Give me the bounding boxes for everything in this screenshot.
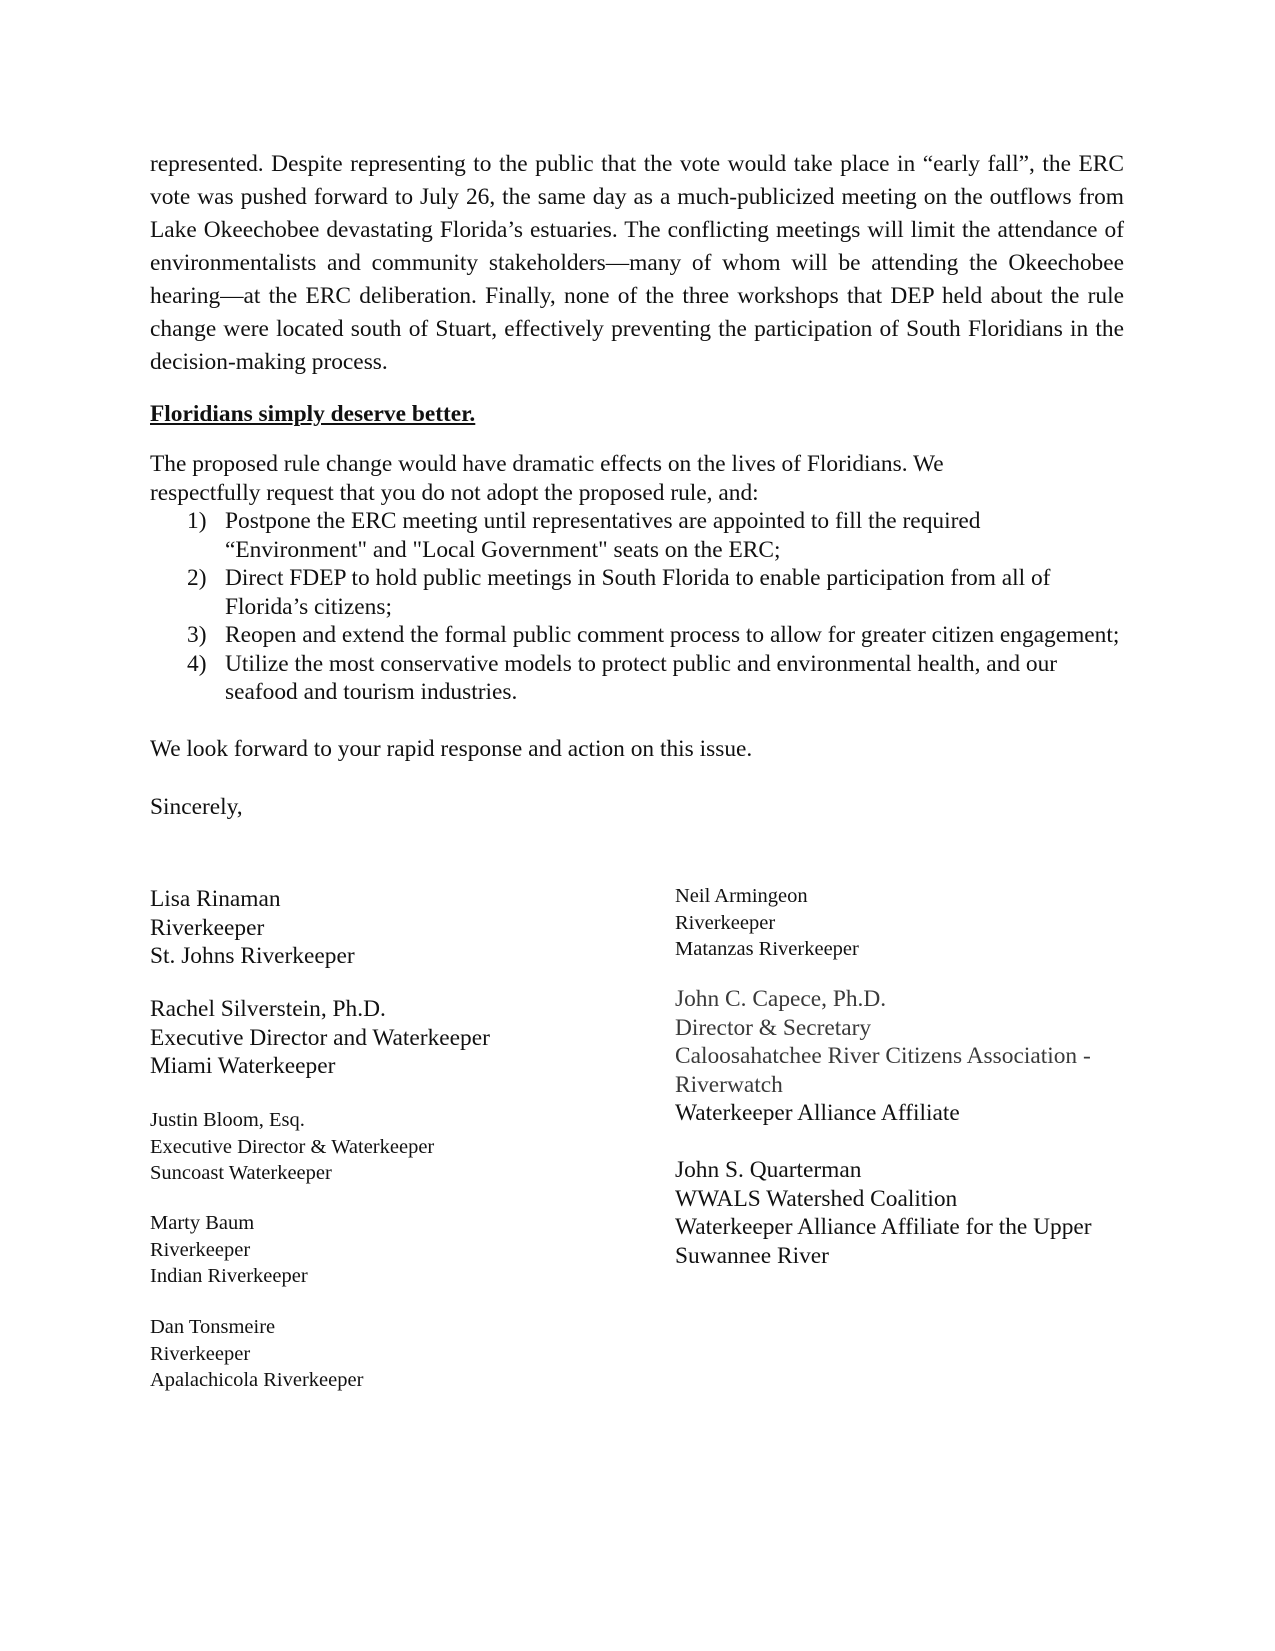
request-text: Postpone the ERC meeting until representatives are appointed to fill the required “Environment" and "Local Government" seats on the ERC; xyxy=(225,508,981,563)
request-text: Utilize the most conservative models to protect public and environmental health, and our seafood and tourism industries. xyxy=(225,650,1058,705)
signatory-org: Indian Riverkeeper xyxy=(150,1265,308,1287)
signatory-title: Director & Secretary xyxy=(675,1014,872,1041)
request-text: Direct FDEP to hold public meetings in South Florida to enable participation from all of Florida’s citizens; xyxy=(225,565,1051,620)
signatory-org: Waterkeeper Alliance Affiliate for the Upper Suwannee River xyxy=(675,1214,1092,1269)
request-number: 2) xyxy=(187,565,207,591)
opening-paragraph: represented. Despite representing to the public that the vote would take place in “early fall”, the ERC vote was pushed forward to July 26, the same day as a much-publicized meeting on the outflows from Lake Okeechobee devastating Florida’s estuaries. The conflicting meetings will limit the attendance of environmentalists and community stakeholders—many of whom will be attending the Okeechobee hearing—at the ERC deliberation. Finally, none of the three workshops that DEP held about the rule change were located south of Stuart, effectively preventing the participation of South Floridians in the decision-making process. xyxy=(150,151,1124,375)
signatory-org: Apalachicola Riverkeeper xyxy=(150,1369,364,1391)
signatory-org: Matanzas Riverkeeper xyxy=(675,938,859,960)
signatory-org: St. Johns Riverkeeper xyxy=(150,943,355,969)
signatory-title: Riverkeeper xyxy=(675,911,776,934)
signatory-title: Riverkeeper xyxy=(150,1238,251,1261)
closing-line: We look forward to your rapid response and action on this issue. xyxy=(150,735,753,762)
sign-off: Sincerely, xyxy=(150,794,243,820)
signatory xyxy=(150,885,630,971)
signatory-org: Miami Waterkeeper xyxy=(150,1053,336,1079)
request-item xyxy=(150,650,1124,707)
signatory xyxy=(150,1314,630,1394)
request-item xyxy=(150,507,1124,564)
signatory xyxy=(150,995,630,1081)
signatory-title: WWALS Watershed Coalition xyxy=(675,1185,958,1212)
signatory xyxy=(150,1210,630,1290)
signatory-title: Riverkeeper xyxy=(150,1342,251,1365)
request-item xyxy=(150,564,1124,621)
signatory-name: Rachel Silverstein, Ph.D. xyxy=(150,996,386,1022)
signatory xyxy=(675,985,1135,1128)
signatory-name: Marty Baum xyxy=(150,1212,255,1234)
signatory-name: John C. Capece, Ph.D. xyxy=(675,986,887,1012)
request-list xyxy=(150,507,1124,707)
signatory xyxy=(150,1107,630,1187)
signatory-name: Lisa Rinaman xyxy=(150,886,281,912)
section-heading: Floridians simply deserve better. xyxy=(150,401,476,427)
signatory xyxy=(675,1156,1095,1270)
request-intro: The proposed rule change would have dramatic effects on the lives of Floridians. We respectfully request that you do not adopt the proposed rule, and: xyxy=(150,451,944,506)
signatory-affiliation: Waterkeeper Alliance Affiliate xyxy=(675,1100,960,1126)
request-item xyxy=(150,621,1124,650)
signatory-org: Suncoast Waterkeeper xyxy=(150,1162,332,1184)
signatory-org: Caloosahatchee River Citizens Association - Riverwatch xyxy=(675,1043,1091,1098)
signatory-name: Neil Armingeon xyxy=(675,885,808,907)
signatory-title: Executive Director & Waterkeeper xyxy=(150,1135,435,1158)
request-number: 4) xyxy=(187,650,207,677)
signatory-title: Executive Director and Waterkeeper xyxy=(150,1024,490,1051)
signatory xyxy=(675,883,1135,963)
request-number: 3) xyxy=(187,622,207,648)
signatory-name: Justin Bloom, Esq. xyxy=(150,1109,305,1131)
signatory-title: Riverkeeper xyxy=(150,914,265,941)
signatory-name: John S. Quarterman xyxy=(675,1157,862,1183)
request-text: Reopen and extend the formal public comment process to allow for greater citizen engagement; xyxy=(225,622,1120,648)
letter-body xyxy=(150,148,1124,822)
signatory-name: Dan Tonsmeire xyxy=(150,1316,276,1338)
request-number: 1) xyxy=(187,508,207,534)
